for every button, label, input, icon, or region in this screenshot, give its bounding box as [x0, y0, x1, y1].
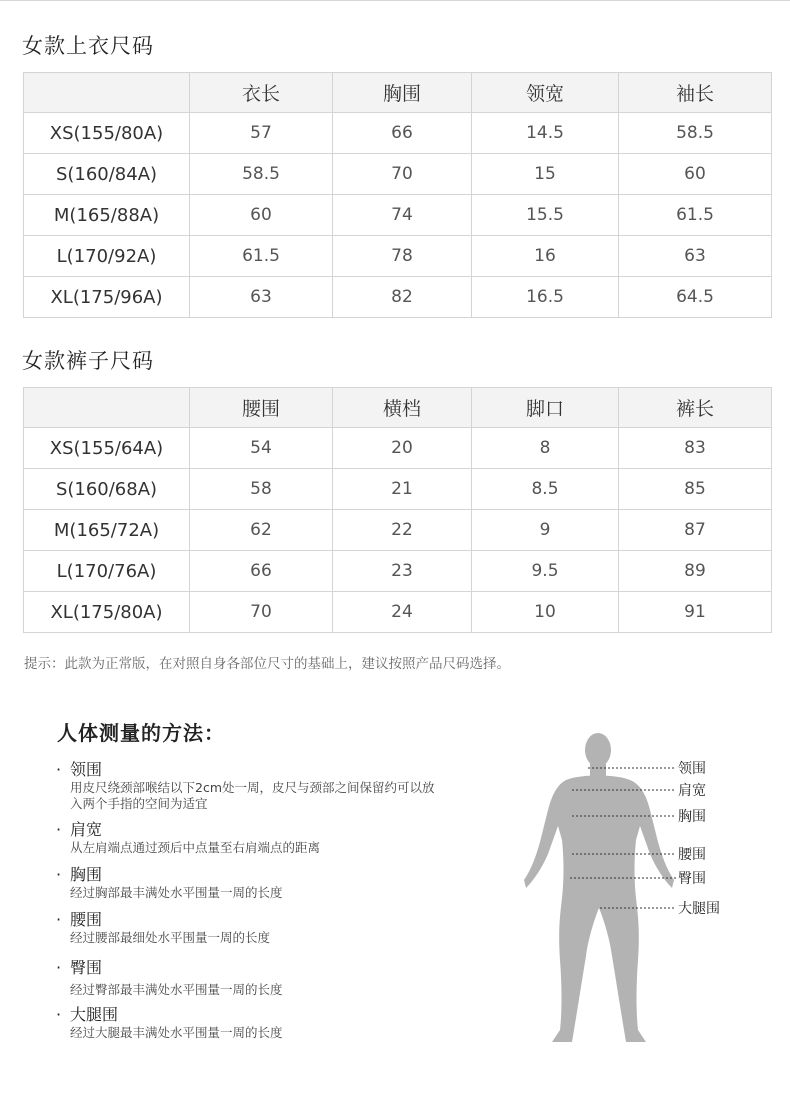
table-cell: 60	[190, 195, 333, 236]
table-cell: 78	[333, 236, 472, 277]
table-cell: 54	[190, 428, 333, 469]
size-label: XS(155/80A)	[24, 113, 190, 154]
method-item-neck	[56, 757, 440, 812]
method-item-desc: 经过胸部最丰满处水平围量一周的长度	[70, 885, 283, 900]
size-label: L(170/76A)	[24, 551, 190, 592]
table-cell: 66	[333, 113, 472, 154]
table-cell: 22	[333, 510, 472, 551]
header-cell	[24, 388, 190, 428]
header-cell: 腰围	[190, 388, 333, 428]
table-row	[24, 551, 772, 592]
table-row	[24, 510, 772, 551]
bullet-icon: ·	[56, 1005, 62, 1024]
table-row	[24, 113, 772, 154]
table-cell: 85	[619, 469, 772, 510]
table-cell: 70	[333, 154, 472, 195]
size-label: S(160/84A)	[24, 154, 190, 195]
method-item-desc: 经过大腿最丰满处水平围量一周的长度	[70, 1025, 283, 1040]
tip-text: 提示：此款为正常版，在对照自身各部位尺寸的基础上，建议按照产品尺码选择。	[24, 656, 510, 672]
table-cell: 60	[619, 154, 772, 195]
header-cell: 领宽	[472, 73, 619, 113]
table-cell: 63	[190, 277, 333, 318]
table-cell: 24	[333, 592, 472, 633]
table-cell: 16.5	[472, 277, 619, 318]
measure-method-title: 人体测量的方法：	[57, 721, 225, 745]
method-item-desc: 从左肩端点通过颈后中点量至右肩端点的距离	[70, 840, 321, 855]
figure-label-neck: 领围	[678, 761, 706, 777]
table-header-row	[24, 73, 772, 113]
size-label: M(165/88A)	[24, 195, 190, 236]
top-divider	[0, 0, 790, 1]
table-cell: 10	[472, 592, 619, 633]
header-cell: 胸围	[333, 73, 472, 113]
table-cell: 23	[333, 551, 472, 592]
bullet-icon: ·	[56, 958, 62, 977]
table-cell: 61.5	[619, 195, 772, 236]
method-item-chest	[56, 862, 283, 901]
table-cell: 9.5	[472, 551, 619, 592]
tops-size-table	[23, 72, 772, 318]
table-cell: 58	[190, 469, 333, 510]
header-cell	[24, 73, 190, 113]
table-cell: 83	[619, 428, 772, 469]
bullet-icon: ·	[56, 820, 62, 839]
table-cell: 91	[619, 592, 772, 633]
bullet-icon: ·	[56, 865, 62, 884]
figure-label-thigh: 大腿围	[678, 901, 720, 917]
method-item-name: 臀围	[70, 958, 103, 977]
header-cell: 横档	[333, 388, 472, 428]
table-cell: 87	[619, 510, 772, 551]
table-cell: 62	[190, 510, 333, 551]
size-label: L(170/92A)	[24, 236, 190, 277]
table-cell: 9	[472, 510, 619, 551]
method-item-desc: 经过臀部最丰满处水平围量一周的长度	[70, 982, 283, 997]
table-cell: 66	[190, 551, 333, 592]
table-cell: 20	[333, 428, 472, 469]
figure-label-hip: 臀围	[678, 871, 706, 887]
method-item-desc: 经过腰部最细处水平围量一周的长度	[70, 930, 271, 945]
tops-section-title: 女款上衣尺码	[22, 34, 154, 58]
table-cell: 61.5	[190, 236, 333, 277]
table-header-row	[24, 388, 772, 428]
header-cell: 袖长	[619, 73, 772, 113]
method-item-desc: 用皮尺绕颈部喉结以下2cm处一周，皮尺与颈部之间保留约可以放入两个手指的空间为适宜	[70, 780, 435, 811]
table-cell: 16	[472, 236, 619, 277]
table-row	[24, 592, 772, 633]
table-cell: 14.5	[472, 113, 619, 154]
table-cell: 82	[333, 277, 472, 318]
table-row	[24, 154, 772, 195]
table-cell: 58.5	[619, 113, 772, 154]
table-cell: 8	[472, 428, 619, 469]
bullet-icon: ·	[56, 760, 62, 779]
table-row	[24, 428, 772, 469]
human-silhouette-icon	[524, 733, 674, 1042]
header-cell: 脚口	[472, 388, 619, 428]
pants-size-table	[23, 387, 772, 633]
method-item-name: 腰围	[70, 910, 103, 929]
method-item-name: 大腿围	[70, 1005, 119, 1024]
method-item-name: 领围	[70, 760, 103, 779]
method-item-shoulder	[56, 817, 320, 856]
table-cell: 57	[190, 113, 333, 154]
table-cell: 64.5	[619, 277, 772, 318]
size-label: XS(155/64A)	[24, 428, 190, 469]
table-cell: 21	[333, 469, 472, 510]
table-row	[24, 236, 772, 277]
figure-label-shoulder: 肩宽	[678, 783, 706, 799]
figure-label-waist: 腰围	[678, 847, 706, 863]
table-cell: 15	[472, 154, 619, 195]
table-cell: 58.5	[190, 154, 333, 195]
table-cell: 74	[333, 195, 472, 236]
table-cell: 70	[190, 592, 333, 633]
size-label: S(160/68A)	[24, 469, 190, 510]
header-cell: 衣长	[190, 73, 333, 113]
method-item-name: 胸围	[70, 865, 103, 884]
method-item-thigh	[56, 1002, 283, 1041]
method-item-hip	[56, 955, 283, 998]
size-label: XL(175/96A)	[24, 277, 190, 318]
pants-section-title: 女款裤子尺码	[22, 349, 154, 373]
body-figure	[500, 730, 780, 1050]
size-label: XL(175/80A)	[24, 592, 190, 633]
method-item-name: 肩宽	[70, 820, 103, 839]
method-item-waist	[56, 907, 270, 946]
table-cell: 63	[619, 236, 772, 277]
table-row	[24, 195, 772, 236]
table-row	[24, 277, 772, 318]
header-cell: 裤长	[619, 388, 772, 428]
table-cell: 15.5	[472, 195, 619, 236]
figure-label-chest: 胸围	[678, 809, 706, 825]
table-row	[24, 469, 772, 510]
size-label: M(165/72A)	[24, 510, 190, 551]
table-cell: 8.5	[472, 469, 619, 510]
bullet-icon: ·	[56, 910, 62, 929]
table-cell: 89	[619, 551, 772, 592]
